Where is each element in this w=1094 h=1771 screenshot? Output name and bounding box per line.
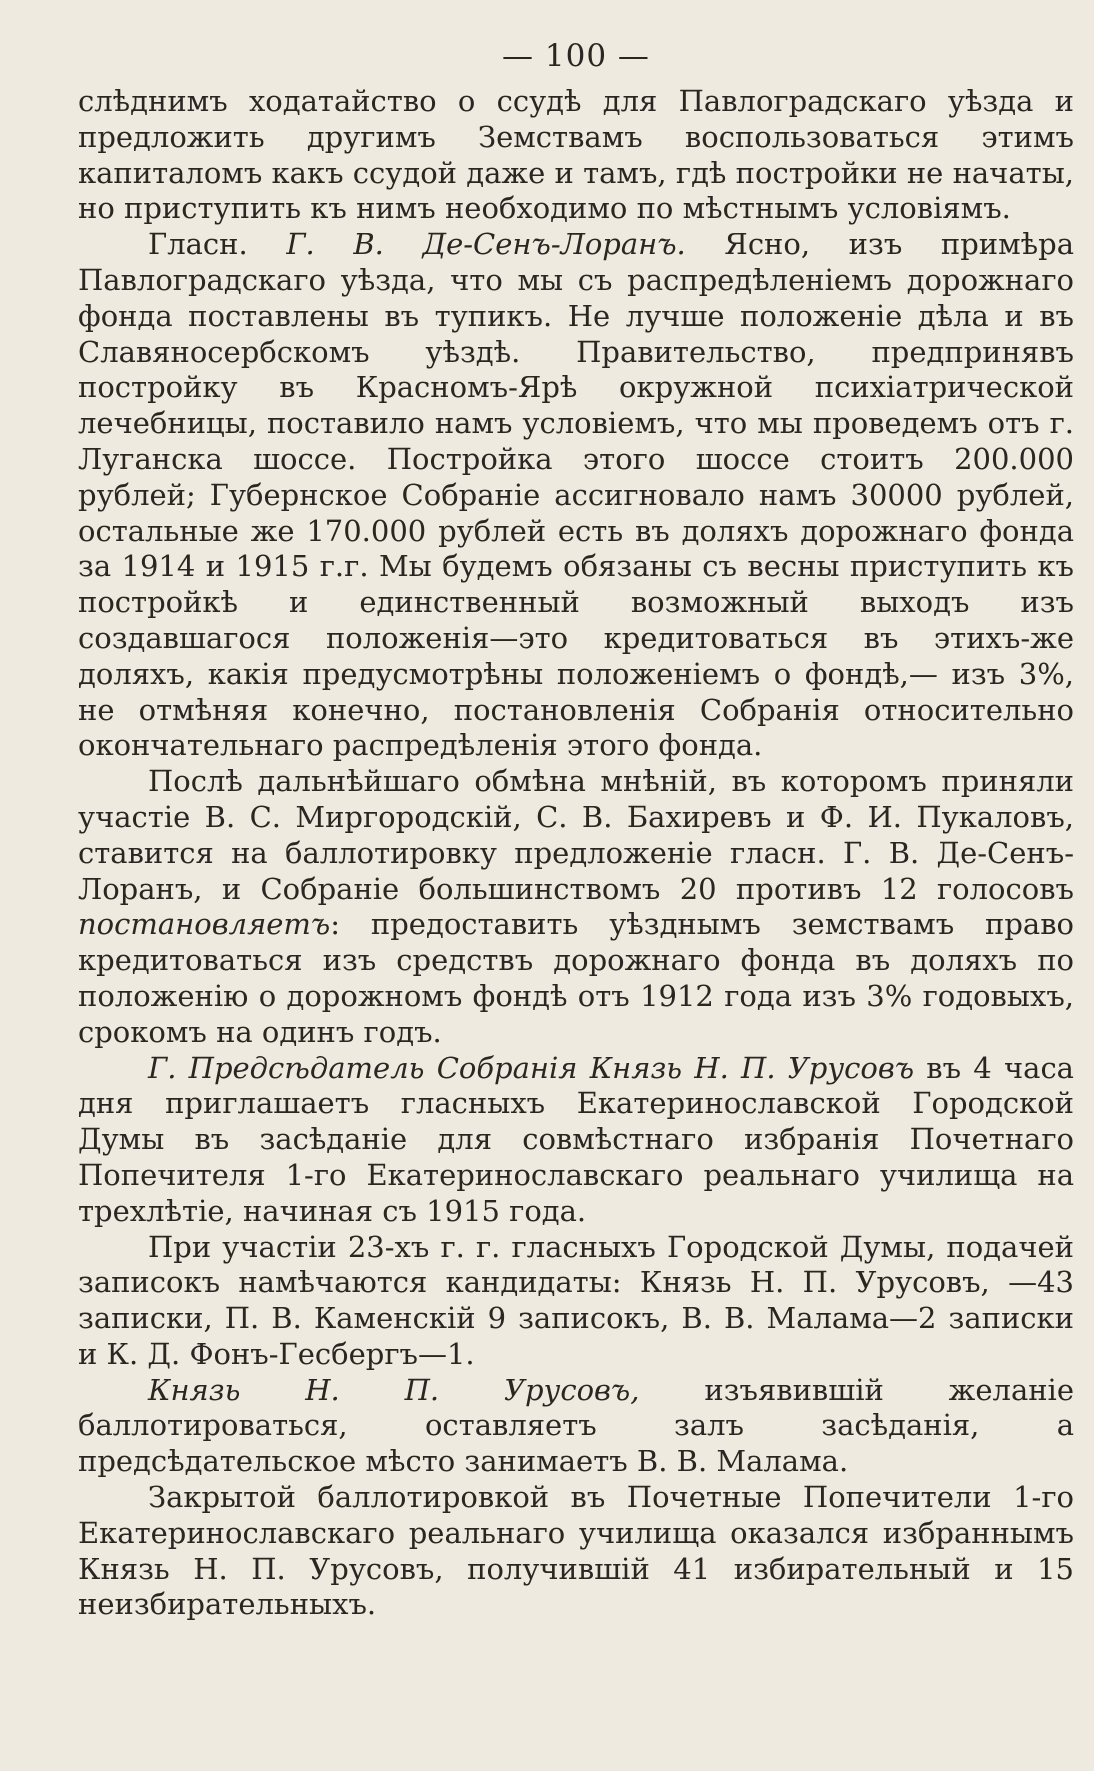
paragraph-text: При участіи 23-хъ г. г. гласныхъ Городской Думы, подачей записокъ намѣчаются кандидаты: Князь Н. П. Урусовъ, —43 записки, П. В. Каменскій 9 записокъ, В. В. Малама—2 записки и К. Д. Фонъ-Гесбергъ—1. [78, 1229, 1074, 1371]
paragraph-resolution [78, 764, 1074, 1050]
paragraph-lead: Гласн. [148, 227, 287, 262]
resolution-keyword: постановляетъ [78, 907, 331, 942]
paragraph-text: слѣднимъ ходатайство о ссудѣ для Павлоградскаго уѣзда и предложить другимъ Земствамъ воспользоваться этимъ капиталомъ какъ ссудой даже и тамъ, гдѣ постройки не начаты, но приступить къ нимъ необходимо по мѣстнымъ условіямъ. [78, 84, 1074, 226]
document-page [78, 36, 1074, 1623]
paragraph-urusov-leaves [78, 1373, 1074, 1480]
paragraph-candidates [78, 1230, 1074, 1373]
paragraph-text: изъявившій желаніе баллотироваться, оставляетъ залъ засѣданія, а предсѣдательское мѣсто занимаетъ В. В. Малама. [78, 1372, 1074, 1479]
speaker-name: Г. Предсѣдатель Собранія Князь Н. П. Урусовъ [148, 1050, 915, 1085]
paragraph-text: Ясно, изъ примѣра Павлоградскаго уѣзда, что мы съ распредѣленіемъ дорожнаго фонда поставлены въ тупикъ. Не лучше положеніе дѣла и въ Славяносербскомъ уѣздѣ. Правительство, предпринявъ постройку въ Красномъ-Ярѣ окружной психіатрической лечебницы, поставило намъ условіемъ, что мы проведемъ отъ г. Луганска шоссе. Постройка этого шоссе стоитъ 200.000 рублей; Губернское Собраніе ассигновало намъ 30000 рублей, остальные же 170.000 рублей есть въ доляхъ дорожнаго фонда за 1914 и 1915 г.г. Мы будемъ обязаны съ весны приступить къ постройкѣ и единственный возможный выходъ изъ создавшагося положенія—это кредитоваться въ этихъ-же доляхъ, какія предусмотрѣны положеніемъ о фондѣ,— изъ 3%, не отмѣняя конечно, постановленія Собранія относительно окончательнаго распредѣленія этого фонда. [78, 227, 1075, 763]
paragraph-lead: Послѣ дальнѣйшаго обмѣна мнѣній, въ которомъ приняли участіе В. С. Миргородскій, С. В. Бахиревъ и Ф. И. Пукаловъ, ставится на баллотировку предложеніе гласн. Г. В. Де-Сенъ-Лоранъ, и Собраніе большинствомъ 20 противъ 12 голосовъ [78, 764, 1074, 906]
paragraph-speech-de-saint-laurent [78, 227, 1074, 764]
paragraph-text: Закрытой баллотировкой въ Почетные Попечители 1-го Екатеринославскаго реальнаго училища оказался избраннымъ Князь Н. П. Урусовъ, получившій 41 избирательный и 15 неизбирательныхъ. [78, 1480, 1074, 1622]
paragraph-text: : предоставить уѣзднымъ земствамъ право кредитоваться изъ средствъ дорожнаго фонда въ доляхъ по положенію о дорожномъ фондѣ отъ 1912 года изъ 3% годовыхъ, срокомъ на одинъ годъ. [78, 907, 1074, 1049]
paragraph-continuation [78, 84, 1074, 227]
page-number: — 100 — [502, 38, 650, 74]
speaker-name: Князь Н. П. Урусовъ, [148, 1372, 640, 1407]
paragraph-chairman [78, 1051, 1074, 1230]
paragraph-text: въ 4 часа дня приглашаетъ гласныхъ Екатеринославской Городской Думы въ засѣданіе для совмѣстнаго избранія Почетнаго Попечителя 1-го Екатеринославскаго реальнаго училища на трехлѣтіе, начиная съ 1915 года. [78, 1050, 1074, 1228]
speaker-name: Г. В. Де-Сенъ-Лоранъ. [286, 227, 686, 262]
paragraph-election-result [78, 1480, 1074, 1623]
